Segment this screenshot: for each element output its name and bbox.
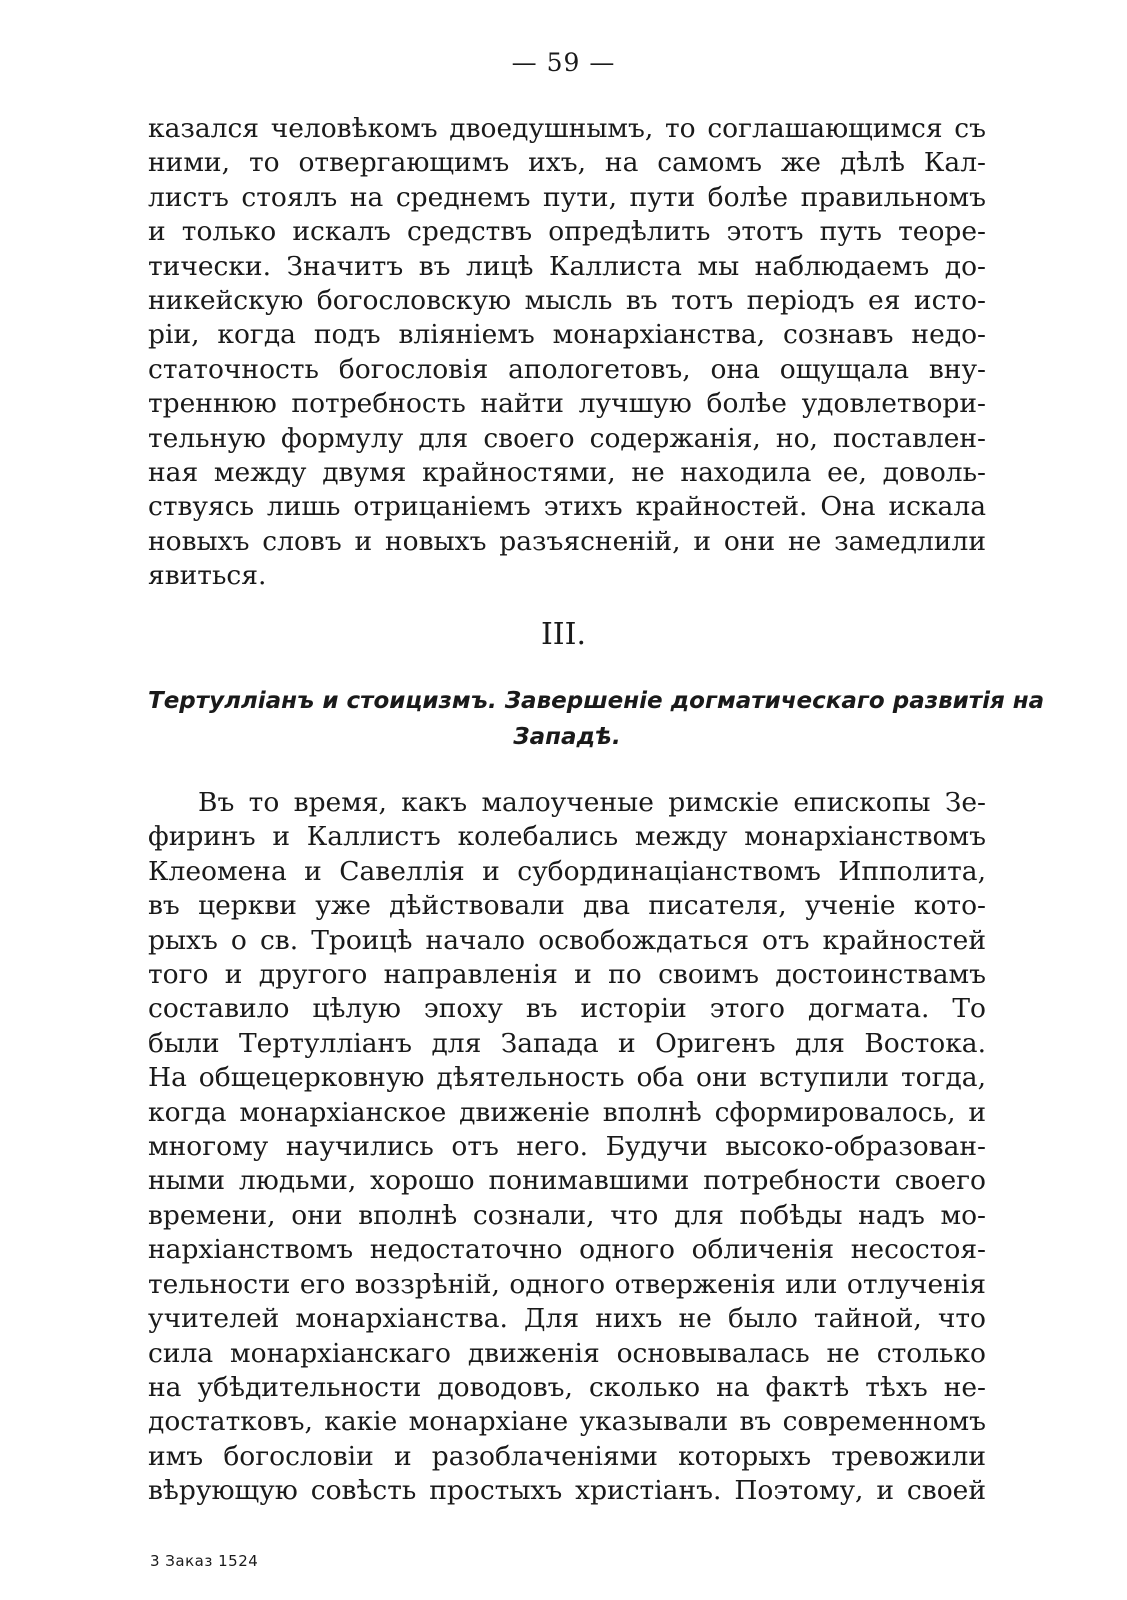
text-line: нархіанствомъ недостаточно одного обличенія несостоя- <box>148 1234 986 1266</box>
text-line: составило цѣлую эпоху въ исторіи этого догмата. То <box>148 993 986 1025</box>
text-line: многому научились отъ него. Будучи высоко-образован- <box>148 1131 986 1163</box>
printer-signature: 3 Заказ 1524 <box>150 1552 259 1570</box>
text-line: на убѣдительности доводовъ, сколько на фактѣ тѣхъ не- <box>148 1371 986 1403</box>
text-line: тически. Значитъ въ лицѣ Каллиста мы наблюдаемъ до- <box>148 250 986 282</box>
text-line: имъ богословіи и разоблаченіями которыхъ тревожили <box>148 1440 986 1472</box>
text-line: никейскую богословскую мысль въ тотъ періодъ ея исто- <box>148 285 986 317</box>
text-line: тельную формулу для своего содержанія, но, поставлен- <box>148 422 986 454</box>
text-line: въ церкви уже дѣйствовали два писателя, ученіе кото- <box>148 890 986 922</box>
text-line: Клеомена и Савеллія и субординаціанствомъ Ипполита, <box>148 855 986 887</box>
text-line: были Тертулліанъ для Запада и Оригенъ для Востока. <box>148 1027 986 1059</box>
text-line: На общецерковную дѣятельность оба они вступили тогда, <box>148 1062 986 1094</box>
paragraph-2 <box>148 786 986 1509</box>
text-line: явиться. <box>148 560 267 592</box>
text-line: фиринъ и Каллистъ колебались между монархіанствомъ <box>148 821 986 853</box>
text-line: ными людьми, хорошо понимавшими потребности своего <box>148 1165 986 1197</box>
section-number: III. <box>540 617 587 652</box>
text-line: листъ стоялъ на среднемъ пути, пути болѣе правильномъ <box>148 181 986 213</box>
text-line: учителей монархіанства. Для нихъ не было тайной, что <box>148 1303 986 1335</box>
text-line: ріи, когда подъ вліяніемъ монархіанства, сознавъ недо- <box>148 319 986 351</box>
text-line: рыхъ о св. Троицѣ начало освобождаться отъ крайностей <box>148 924 986 956</box>
text-line: когда монархіанское движеніе вполнѣ сформировалось, и <box>148 1096 986 1128</box>
text-line: тельности его воззрѣній, одного отверженія или отлученія <box>148 1268 986 1300</box>
text-line: времени, они вполнѣ сознали, что для побѣды надъ мо- <box>148 1199 986 1231</box>
paragraph-1 <box>148 112 986 594</box>
text-line: статочность богословія апологетовъ, она ощущала вну- <box>148 353 986 385</box>
heading-line: Тертулліанъ и стоицизмъ. Завершеніе догматическаго развитія на <box>148 688 1045 714</box>
section-heading <box>148 683 1045 755</box>
text-line: и только искалъ средствъ опредѣлить этотъ путь теоре- <box>148 216 986 248</box>
page-number: — 59 — <box>511 48 616 77</box>
text-line: новыхъ словъ и новыхъ разъясненій, и они не замедлили <box>148 525 986 557</box>
heading-line: Западѣ. <box>513 724 621 750</box>
text-line: достатковъ, какіе монархіане указывали въ современномъ <box>148 1406 986 1438</box>
text-line: Въ то время, какъ малоученые римскіе епископы Зе- <box>198 787 986 818</box>
text-line: ная между двумя крайностями, не находила ее, доволь- <box>148 457 986 489</box>
text-line: того и другого направленія и по своимъ достоинствамъ <box>148 959 986 991</box>
text-line: ними, то отвергающимъ ихъ, на самомъ же дѣлѣ Кал- <box>148 147 986 179</box>
text-line: ствуясь лишь отрицаніемъ этихъ крайностей. Она искала <box>148 491 986 523</box>
text-line: треннюю потребность найти лучшую болѣе удовлетвори- <box>148 388 986 420</box>
text-line: сила монархіанскаго движенія основывалась не столько <box>148 1337 986 1369</box>
text-line: вѣрующую совѣсть простыхъ христіанъ. Поэтому, и своей <box>148 1475 986 1507</box>
text-line: казался человѣкомъ двоедушнымъ, то соглашающимся съ <box>148 113 986 144</box>
